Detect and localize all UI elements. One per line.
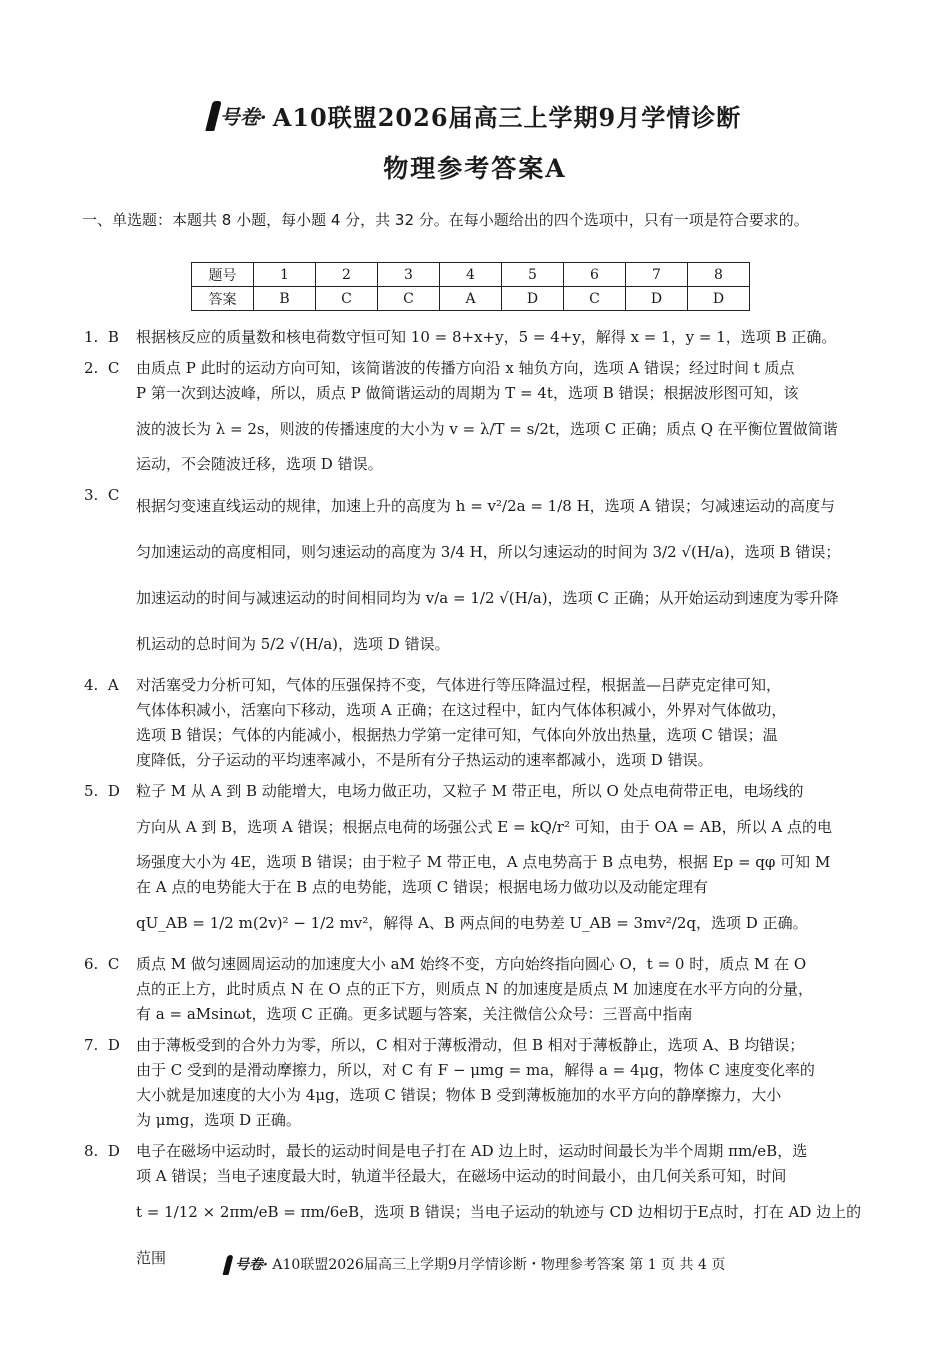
- text-line: 由于 C 受到的是滑动摩擦力，所以，对 C 有 F − μmg = ma，解得 a = 4μg，物体 C 速度变化率的: [136, 1061, 815, 1079]
- question-number: 8: [688, 263, 750, 287]
- row-label-answer: 答案: [192, 287, 254, 311]
- answer-table: [191, 262, 750, 311]
- text-line: 匀加速运动的高度相同，则匀速运动的高度为 3/4 H，所以匀速运动的时间为 3/2 √(H/a)，选项 B 错误；: [136, 543, 841, 561]
- footer-logo-text: 号卷·: [235, 1257, 268, 1273]
- solution-item: [84, 779, 864, 946]
- question-number: 1: [254, 263, 316, 287]
- item-number: 8. D: [84, 1142, 120, 1160]
- text-line: 为 μmg，选项 D 正确。: [136, 1111, 301, 1129]
- text-line: 根据匀变速直线运动的规律，加速上升的高度为 h = v²/2a = 1/8 H，选项 A 错误；匀减速运动的高度与: [136, 497, 836, 515]
- item-text: [136, 483, 864, 667]
- answer-cell: A: [440, 287, 502, 311]
- item-number: 6. C: [84, 955, 120, 973]
- item-number: 5. D: [84, 782, 120, 800]
- footer-text: A10联盟2026届高三上学期9月学情诊断・物理参考答案 第 1 页 共 4 页: [272, 1257, 726, 1273]
- item-text: [136, 325, 864, 350]
- text-line: 有 a = aMsinωt，选项 C 正确。更多试题与答案，关注微信公众号：三晋高中指南: [136, 1005, 693, 1023]
- text-line: 选项 B 错误；气体的内能减小，根据热力学第一定律可知，气体向外放出热量，选项 C 错误；温: [136, 726, 778, 744]
- page-title: A10联盟2026届高三上学期9月学情诊断: [272, 103, 742, 132]
- answer-cell: C: [378, 287, 440, 311]
- solution-item: [84, 356, 864, 477]
- text-line: 点的正上方，此时质点 N 在 O 点的正下方，则质点 N 的加速度是质点 M 加速度在水平方向的分量，: [136, 980, 814, 998]
- brush-stroke-icon: [222, 1255, 233, 1275]
- text-line: qU_AB = 1/2 m(2v)² − 1/2 mv²，解得 A、B 两点间的电势差 U_AB = 3mv²/2q，选项 D 正确。: [136, 914, 808, 932]
- answer-cell: D: [626, 287, 688, 311]
- title-line: [0, 98, 950, 133]
- item-text: [136, 673, 864, 773]
- question-number: 3: [378, 263, 440, 287]
- item-number: 3. C: [84, 486, 120, 504]
- text-line: 根据核反应的质量数和核电荷数守恒可知 10 = 8+x+y，5 = 4+y，解得 x = 1，y = 1，选项 B 正确。: [136, 328, 837, 346]
- solution-item: [84, 325, 864, 350]
- text-line: 粒子 M 从 A 到 B 动能增大，电场力做正功，又粒子 M 带正电，所以 O 处点电荷带正电，电场线的: [136, 782, 804, 800]
- text-line: 气体体积减小，活塞向下移动，选项 A 正确；在这过程中，缸内气体体积减小，外界对气体做功，: [136, 701, 787, 719]
- answer-cell: C: [316, 287, 378, 311]
- solution-item: [84, 673, 864, 773]
- answer-cell: C: [564, 287, 626, 311]
- page-subtitle: 物理参考答案A: [383, 154, 567, 183]
- item-number: 4. A: [84, 676, 119, 694]
- text-line: 机运动的总时间为 5/2 √(H/a)，选项 D 错误。: [136, 635, 450, 653]
- text-line: 运动，不会随波迁移，选项 D 错误。: [136, 455, 383, 473]
- logo-text: 号卷·: [219, 105, 267, 129]
- page-footer: [0, 1254, 950, 1275]
- text-line: 在 A 点的电势能大于在 B 点的电势能，选项 C 错误；根据电场力做功以及动能定理有: [136, 878, 708, 896]
- solution-list: [84, 325, 864, 1287]
- section-heading: 一、单选题：本题共 8 小题，每小题 4 分，共 32 分。在每小题给出的四个选项中，只有一项是符合要求的。: [82, 211, 809, 229]
- text-line: 度降低，分子运动的平均速率减小，不是所有分子热运动的速率都减小，选项 D 错误。: [136, 751, 713, 769]
- text-line: 电子在磁场中运动时，最长的运动时间是电子打在 AD 边上时，运动时间最长为半个周期 πm/eB，选: [136, 1142, 808, 1160]
- question-number: 2: [316, 263, 378, 287]
- item-text: [136, 779, 864, 946]
- item-number: 7. D: [84, 1036, 120, 1054]
- text-line: P 第一次到达波峰，所以，质点 P 做简谐运动的周期为 T = 4t，选项 B 错误；根据波形图可知，该: [136, 384, 799, 402]
- solution-item: [84, 1033, 864, 1133]
- row-label-number: 题号: [192, 263, 254, 287]
- text-line: 由质点 P 此时的运动方向可知，该简谐波的传播方向沿 x 轴负方向，选项 A 错误；经过时间 t 质点: [136, 359, 795, 377]
- answer-table-number-row: [192, 263, 750, 287]
- text-line: t = 1/12 × 2πm/eB = πm/6eB，选项 B 错误；当电子运动的轨迹与 CD 边相切于E点时，打在 AD 边上的范围: [136, 1203, 862, 1267]
- text-line: 对活塞受力分析可知，气体的压强保持不变，气体进行等压降温过程，根据盖—吕萨克定律可知，: [136, 676, 782, 694]
- page-header: [0, 98, 950, 185]
- text-line: 大小就是加速度的大小为 4μg，选项 C 错误；物体 B 受到薄板施加的水平方向的静摩擦力，大小: [136, 1086, 782, 1104]
- text-line: 项 A 错误；当电子速度最大时，轨道半径最大，在磁场中运动的时间最小，由几何关系可知，时间: [136, 1167, 787, 1185]
- item-number: 1. B: [84, 328, 119, 346]
- solution-item: [84, 952, 864, 1027]
- answer-cell: B: [254, 287, 316, 311]
- item-text: [136, 1033, 864, 1133]
- item-text: [136, 356, 864, 477]
- text-line: 方向从 A 到 B，选项 A 错误；根据点电荷的场强公式 E = kQ/r² 可知，由于 OA = AB，所以 A 点的电: [136, 818, 832, 836]
- solution-item: [84, 483, 864, 667]
- question-number: 6: [564, 263, 626, 287]
- answer-cell: D: [688, 287, 750, 311]
- text-line: 质点 M 做匀速圆周运动的加速度大小 aM 始终不变，方向始终指向圆心 O，t = 0 时，质点 M 在 O: [136, 955, 807, 973]
- question-number: 5: [502, 263, 564, 287]
- item-text: [136, 952, 864, 1027]
- question-number: 7: [626, 263, 688, 287]
- answer-cell: D: [502, 287, 564, 311]
- text-line: 加速运动的时间与减速运动的时间相同均为 v/a = 1/2 √(H/a)，选项 C 正确；从开始运动到速度为零升降: [136, 589, 839, 607]
- question-number: 4: [440, 263, 502, 287]
- answer-table-answer-row: [192, 287, 750, 311]
- text-line: 场强度大小为 4E，选项 B 错误；由于粒子 M 带正电，A 点电势高于 B 点电势，根据 Ep = qφ 可知 M: [136, 853, 831, 871]
- brand-logo: [209, 101, 267, 131]
- text-line: 由于薄板受到的合外力为零，所以，C 相对于薄板滑动，但 B 相对于薄板静止，选项 A、B 均错误；: [136, 1036, 805, 1054]
- item-number: 2. C: [84, 359, 120, 377]
- text-line: 波的波长为 λ = 2s，则波的传播速度的大小为 v = λ/T = s/2t，选项 C 正确；质点 Q 在平衡位置做简谐: [136, 420, 838, 438]
